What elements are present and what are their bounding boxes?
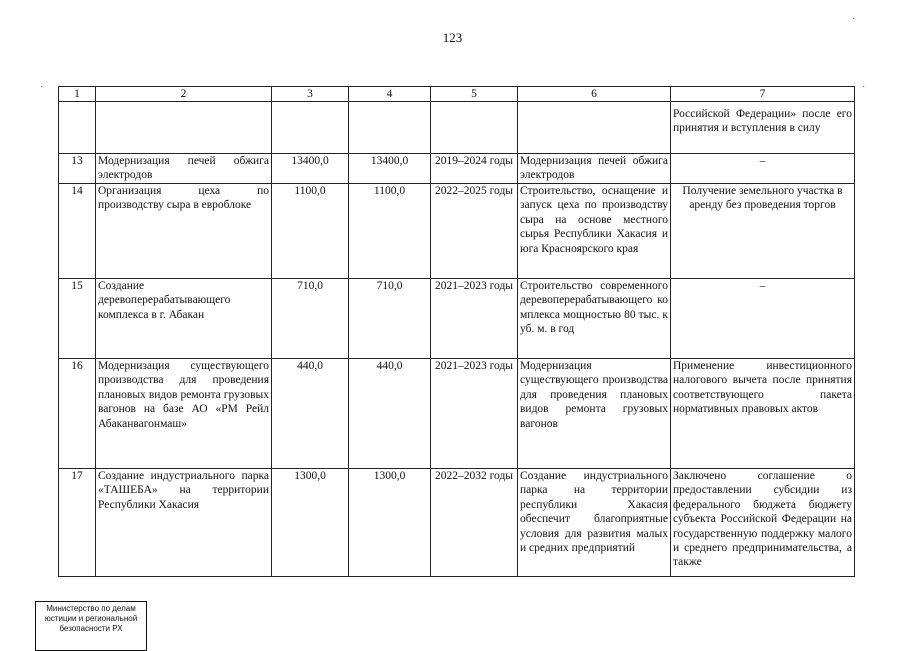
implementation-period: 2022–2032 годы: [431, 469, 518, 577]
total-investment: 1300,0: [272, 469, 349, 577]
expected-result: Модернизация печей обжига электродов: [518, 154, 671, 184]
project-name: Модернизация печей обжига электродов: [96, 154, 272, 184]
scan-mark-top: ·: [852, 14, 856, 25]
table-row: [59, 154, 855, 184]
row-number: 14: [59, 184, 96, 279]
row-number: 13: [59, 154, 96, 184]
support-measures: Получение земельного участка в аренду без проведения торгов: [671, 184, 855, 279]
implementation-period: 2021–2023 годы: [431, 359, 518, 469]
implementation-period: 2022–2025 годы: [431, 184, 518, 279]
investment-amount: 1100,0: [349, 184, 431, 279]
header-cell-5: 5: [431, 87, 518, 102]
page-number: 123: [442, 30, 463, 45]
header-cell-4: 4: [349, 87, 431, 102]
scan-mark-left: ·: [40, 82, 44, 93]
investment-amount: 440,0: [349, 359, 431, 469]
column-number-header-row: [59, 87, 855, 102]
stamp-line-3: безопасности РХ: [59, 624, 123, 633]
project-name: Создание деревоперерабатывающего комплекса в г. Абакан: [96, 279, 272, 359]
implementation-period: 2021–2023 годы: [431, 279, 518, 359]
table-row: [59, 279, 855, 359]
table-row: [59, 359, 855, 469]
total-investment: 1100,0: [272, 184, 349, 279]
ministry-stamp: [35, 601, 147, 651]
investment-amount: 1300,0: [349, 469, 431, 577]
continuation-row: [59, 102, 855, 154]
stamp-line-2: юстиции и региональной: [44, 614, 138, 623]
expected-result: Модернизация существующего производства для проведения плановых видов ремонта грузовых вагонов: [518, 359, 671, 469]
header-cell-3: 3: [272, 87, 349, 102]
table-row: [59, 184, 855, 279]
header-cell-1: 1: [59, 87, 96, 102]
table-row: [59, 469, 855, 577]
project-name: Организация цеха по производству сыра в евроблоке: [96, 184, 272, 279]
expected-result: Строительство, оснащение и запуск цеха по производству сыра на основе местного сырья Республики Хакасия и юга Красноярского края: [518, 184, 671, 279]
continuation-measures-cell: Российской Федерации» после его принятия и вступления в силу: [671, 102, 855, 154]
support-measures: –: [671, 279, 855, 359]
support-measures: Применение инвестиционного налогового вычета после принятия соответствующего пакета нормативных правовых актов: [671, 359, 855, 469]
total-investment: 13400,0: [272, 154, 349, 184]
total-investment: 440,0: [272, 359, 349, 469]
investment-amount: 13400,0: [349, 154, 431, 184]
row-number: 17: [59, 469, 96, 577]
expected-result: Строительство современного деревоперерабатывающего комплекса мощностью 80 тыс. куб. м. в год: [518, 279, 671, 359]
row-number: 16: [59, 359, 96, 469]
expected-result: Создание индустриального парка на территории республики Хакасия обеспечит благоприятные условия для развития малых и средних предприятий: [518, 469, 671, 577]
total-investment: 710,0: [272, 279, 349, 359]
header-cell-7: 7: [671, 87, 855, 102]
header-cell-6: 6: [518, 87, 671, 102]
stamp-line-1: Министерство по делам: [46, 604, 136, 613]
project-name: Создание индустриального парка «ТАШЕБА» на территории Республики Хакасия: [96, 469, 272, 577]
row-number: 15: [59, 279, 96, 359]
scan-mark-right: ·: [862, 82, 866, 93]
support-measures: Заключено соглашение о предоставлении субсидии из федерального бюджета бюджету субъекта Российской Федерации на государственную поддержку малого и среднего предпринимательства, а также: [671, 469, 855, 577]
investment-projects-table: [58, 86, 855, 577]
implementation-period: 2019–2024 годы: [431, 154, 518, 184]
header-cell-2: 2: [96, 87, 272, 102]
project-name: Модернизация существующего производства для проведения плановых видов ремонта грузовых вагонов на базе АО «РМ Рейл Абаканвагонмаш»: [96, 359, 272, 469]
support-measures: –: [671, 154, 855, 184]
investment-amount: 710,0: [349, 279, 431, 359]
